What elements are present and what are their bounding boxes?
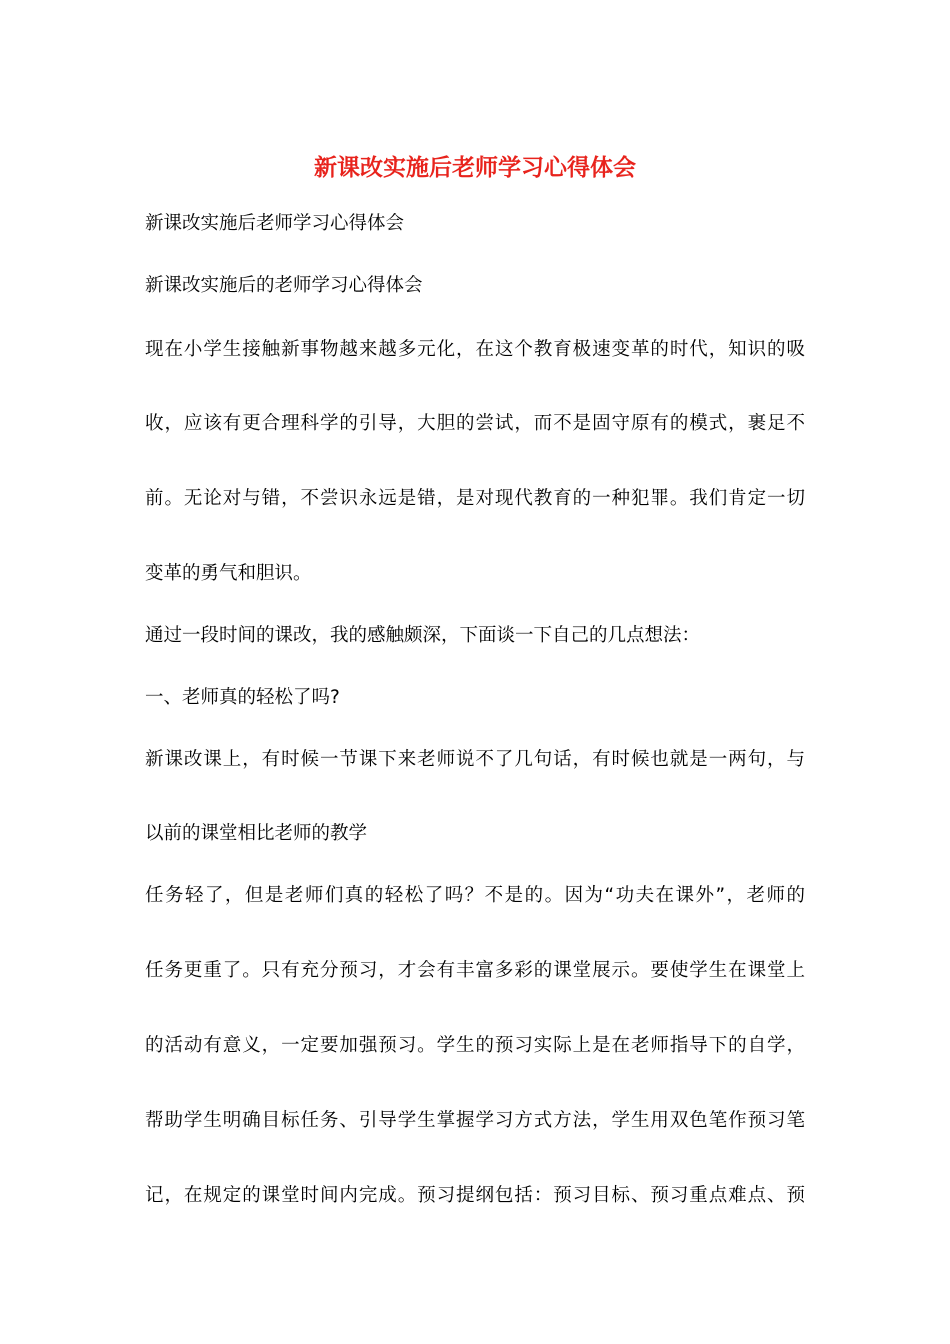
section-heading: 一、老师真的轻松了吗? (145, 687, 340, 708)
paragraph-line: 以前的课堂相比老师的教学 (145, 823, 368, 844)
paragraph-line: 通过一段时间的课改，我的感触颇深，下面谈一下自己的几点想法： (145, 625, 701, 646)
paragraph-line: 收，应该有更合理科学的引导，大胆的尝试，而不是固守原有的模式，裹足不 (145, 413, 805, 434)
paragraph-line: 帮助学生明确目标任务、引导学生掌握学习方式方法，学生用双色笔作预习笔 (145, 1110, 805, 1131)
paragraph-line: 前。无论对与错，不尝识永远是错，是对现代教育的一种犯罪。我们肯定一切 (145, 488, 805, 509)
paragraph-line: 新课改实施后的老师学习心得体会 (145, 275, 423, 296)
paragraph-line: 变革的勇气和胆识。 (145, 563, 312, 584)
paragraph-line: 新课改课上，有时候一节课下来老师说不了几句话，有时候也就是一两句，与 (145, 749, 805, 770)
paragraph-line: 新课改实施后老师学习心得体会 (145, 213, 405, 234)
page-title: 新课改实施后老师学习心得体会 (314, 154, 636, 181)
paragraph-line: 现在小学生接触新事物越来越多元化，在这个教育极速变革的时代，知识的吸 (145, 339, 805, 360)
paragraph-line: 任务轻了，但是老师们真的轻松了吗？不是的。因为“功夫在课外”，老师的 (145, 885, 805, 906)
paragraph-line: 记，在规定的课堂时间内完成。预习提纲包括：预习目标、预习重点难点、预 (145, 1185, 805, 1206)
paragraph-line: 任务更重了。只有充分预习，才会有丰富多彩的课堂展示。要使学生在课堂上 (145, 960, 805, 981)
paragraph-line: 的活动有意义，一定要加强预习。学生的预习实际上是在老师指导下的自学， (145, 1035, 805, 1056)
